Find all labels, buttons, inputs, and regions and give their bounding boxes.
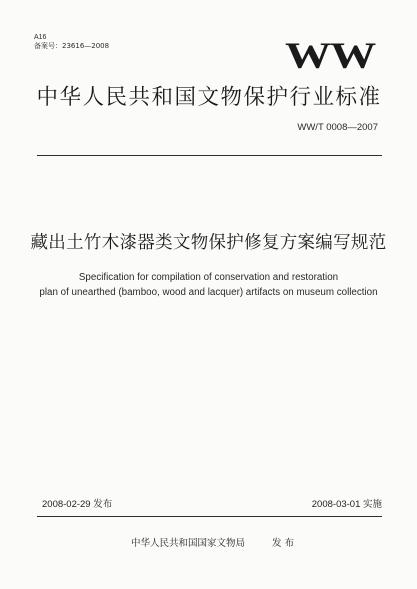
- publisher-name: 中华人民共和国国家文物局: [131, 538, 246, 549]
- bottom-divider: [37, 516, 382, 517]
- standard-number: WW/T 0008—2007: [297, 122, 378, 133]
- english-title-line-2: plan of unearthed (bamboo, wood and lacquer) artifacts on museum collection: [39, 287, 378, 298]
- top-divider: [37, 155, 382, 156]
- issue-date: 2008-02-29 发布: [42, 499, 113, 510]
- implementation-date: 2008-03-01 实施: [311, 499, 382, 510]
- document-title-chinese: 藏出土竹木漆器类文物保护修复方案编写规范: [30, 233, 387, 253]
- classification-code: A16: [34, 34, 47, 41]
- document-title-english: [10, 270, 407, 300]
- standard-logo: WW: [285, 36, 375, 77]
- filing-number: 备案号：23616—2008: [34, 42, 110, 50]
- english-title-line-1: Specification for compilation of conservation and restoration: [78, 272, 339, 283]
- publish-label: 发布: [272, 538, 298, 549]
- standard-category-heading: 中华人民共和国文物保护行业标准: [36, 85, 382, 110]
